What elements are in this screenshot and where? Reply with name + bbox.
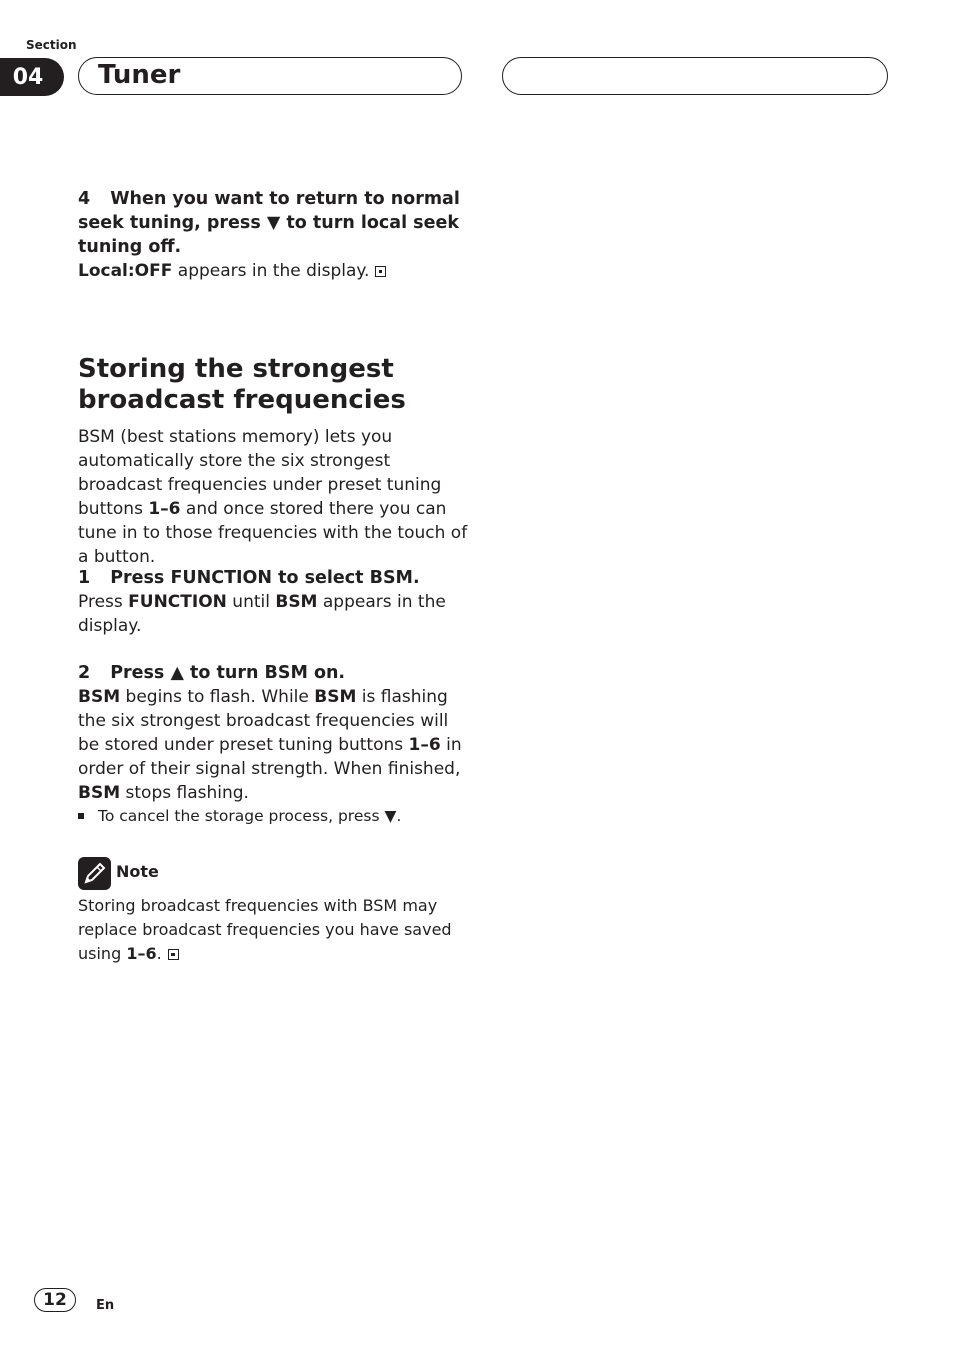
function-label: FUNCTION xyxy=(128,592,227,612)
step-4 xyxy=(78,187,468,283)
step-1-text: Press FUNCTION to select BSM. xyxy=(110,568,420,588)
cancel-bullet xyxy=(78,805,468,827)
up-arrow-icon: ▲ xyxy=(170,663,184,683)
note-text: Storing broadcast frequencies with BSM may replace broadcast frequencies you have saved using xyxy=(78,896,452,963)
intro-text-end: and once stored there you can tune in to those frequencies with the touch of a button. xyxy=(78,499,468,567)
bsm-label: BSM xyxy=(78,687,121,707)
bsm-label: BSM xyxy=(78,783,121,803)
button-range: 1–6 xyxy=(408,735,441,755)
step-2-text: Press xyxy=(110,663,171,683)
page-number: 12 xyxy=(34,1288,76,1312)
heading-line-1: Storing the strongest xyxy=(78,354,394,384)
note-label: Note xyxy=(116,862,159,881)
end-of-section-icon xyxy=(375,266,386,277)
text: until xyxy=(226,592,276,612)
text: appears in the display. xyxy=(78,592,446,636)
intro-paragraph xyxy=(78,425,468,569)
bullet-text: To cancel the storage process, press ▼. xyxy=(98,807,402,825)
step-number: 4 xyxy=(78,189,91,209)
intro-text: BSM (best stations memory) lets you automatically store the six strongest broadcast frequencies under preset tuning buttons xyxy=(78,427,442,519)
display-text: Local:OFF xyxy=(78,261,173,281)
note-text-end: . xyxy=(156,944,162,963)
text: stops flashing. xyxy=(120,783,249,803)
down-arrow-icon: ▼ xyxy=(266,213,281,233)
section-number-badge: 04 xyxy=(0,58,64,96)
step-4-text: When you want to return to normal seek tuning, press xyxy=(78,189,460,233)
result-text: appears in the display. xyxy=(172,261,370,281)
heading-line-2: broadcast frequencies xyxy=(78,385,406,415)
end-of-section-icon xyxy=(168,949,179,960)
step-2-body xyxy=(78,685,468,805)
button-range: 1–6 xyxy=(126,944,157,963)
step-4-result xyxy=(78,259,468,283)
bsm-label: BSM xyxy=(314,687,357,707)
step-1 xyxy=(78,566,468,638)
text: Press xyxy=(78,592,129,612)
step-number: 2 xyxy=(78,663,91,683)
step-2 xyxy=(78,661,468,827)
step-number: 1 xyxy=(78,568,91,588)
empty-header-frame xyxy=(502,57,888,95)
text: in order of their signal strength. When finished, xyxy=(78,735,462,779)
section-title: Tuner xyxy=(98,60,181,90)
section-heading xyxy=(78,354,468,416)
bsm-label: BSM xyxy=(275,592,318,612)
step-4-instruction xyxy=(78,187,468,259)
note-pencil-icon xyxy=(78,857,111,890)
bullet-square-icon xyxy=(78,813,84,819)
text: begins to flash. While xyxy=(120,687,315,707)
note-body xyxy=(78,894,468,966)
step-2-instruction xyxy=(78,661,468,685)
step-2-text-end: to turn BSM on. xyxy=(183,663,346,683)
step-1-instruction xyxy=(78,566,468,590)
step-4-text-end: to turn local seek tuning off. xyxy=(78,213,459,257)
section-label: Section xyxy=(26,38,77,52)
button-range: 1–6 xyxy=(148,499,181,519)
step-1-body xyxy=(78,590,468,638)
text: is flashing the six strongest broadcast frequencies will be stored under preset tuning buttons xyxy=(78,687,449,755)
language-code: En xyxy=(96,1298,115,1313)
